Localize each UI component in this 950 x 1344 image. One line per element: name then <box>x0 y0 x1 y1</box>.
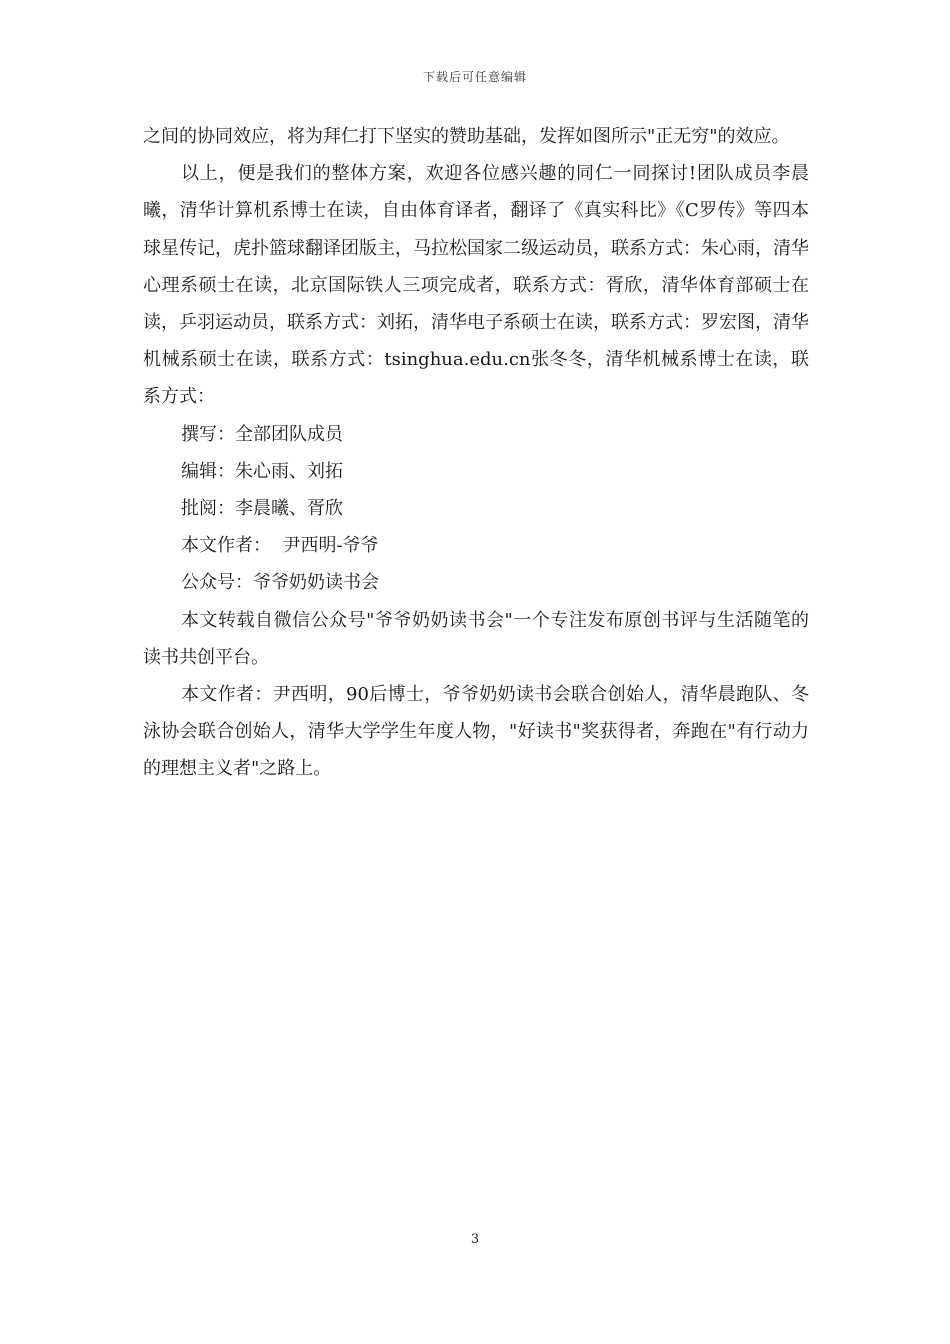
paragraph-team-members: 以上，便是我们的整体方案，欢迎各位感兴趣的同仁一同探讨!团队成员李晨曦，清华计算机系博士在读，自由体育译者，翻译了《真实科比》《C罗传》等四本球星传记，虎扑篮球翻译团版主，马拉松国家二级运动员，联系方式：朱心雨，清华心理系硕士在读，北京国际铁人三项完成者，联系方式：胥欣，清华体育部硕士在读，乒羽运动员，联系方式：刘拓，清华电子系硕士在读，联系方式：罗宏图，清华机械系硕士在读，联系方式：tsinghua.edu.cn张冬冬，清华机械系博士在读，联系方式： <box>143 163 809 408</box>
page-number: 3 <box>470 1232 480 1247</box>
paragraph-continuation: 之间的协同效应，将为拜仁打下坚实的赞助基础，发挥如图所示"正无穷"的效应。 <box>143 126 790 147</box>
credit-writer: 撰写：全部团队成员 <box>181 423 343 445</box>
document-body <box>143 118 809 788</box>
credit-editor: 编辑：朱心雨、刘拓 <box>181 460 343 482</box>
page-header: 下载后可任意编辑 <box>422 70 527 84</box>
paragraph-reprint-note: 本文转载自微信公众号"爷爷奶奶读书会"一个专注发布原创书评与生活随笔的读书共创平台。 <box>143 609 809 668</box>
paragraph-author-bio: 本文作者：尹西明，90后博士，爷爷奶奶读书会联合创始人，清华晨跑队、冬泳协会联合创始人，清华大学学生年度人物，"好读书"奖获得者，奔跑在"有行动力的理想主义者"之路上。 <box>143 684 809 780</box>
credit-public-account: 公众号：爷爷奶奶读书会 <box>181 572 379 594</box>
credit-reviewer: 批阅：李晨曦、胥欣 <box>181 498 343 520</box>
credit-author: 本文作者： 尹西明-爷爷 <box>181 535 379 557</box>
